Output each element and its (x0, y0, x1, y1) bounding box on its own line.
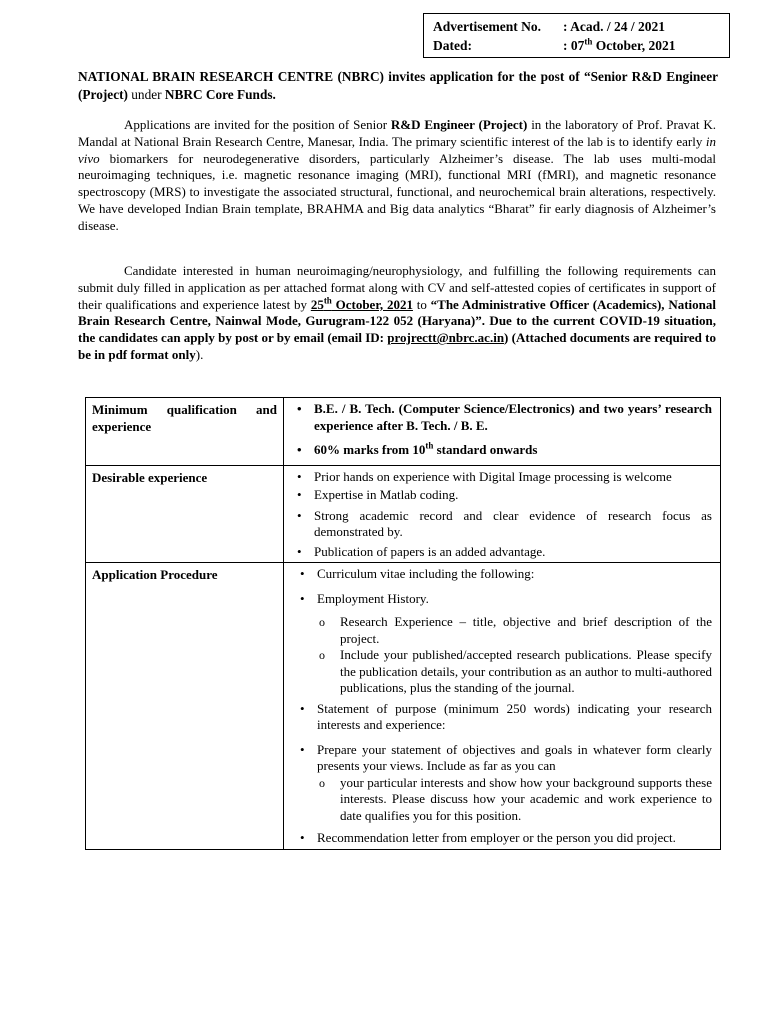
desirable-experience-cell (284, 465, 721, 563)
table-row (86, 398, 721, 466)
advertisement-number-value: : Acad. / 24 / 2021 (563, 19, 666, 34)
list-item: • Employment History. o Research Experience – title, objective and brief description of the project. o Include your published/accepted research publications. Please specify the publication details, your contribution as an author to multi-authored publications, plus the standing of the journal. (317, 591, 712, 697)
list-item: • Strong academic record and clear evidence of research focus as demonstrated by. (314, 508, 712, 541)
list-item: • Recommendation letter from employer or the person you did project. (317, 830, 712, 847)
list-item: • Statement of purpose (minimum 250 words) indicating your research interests and experience: (317, 701, 712, 734)
email-link[interactable]: projrectt@nbrc.ac.in (387, 330, 505, 346)
list-item: • Publication of papers is an added advantage. (314, 544, 712, 561)
list-item: • B.E. / B. Tech. (Computer Science/Electronics) and two years’ research experience after B. Tech. / B. E. (314, 401, 712, 434)
application-procedure-cell (284, 563, 721, 850)
intro-paragraph: Applications are invited for the position of Senior R&D Engineer (Project) in the laboratory of Prof. Pravat K. Mandal at National Brain Research Centre, Manesar, India. The primary scientific interest of the lab is to identify early in vivo biomarkers for neurodegenerative disorders, particularly Alzheimer’s disease. The lab uses multi-modal neuroimaging techniques, i.e. magnetic resonance imaging (MRI), functional MRI (fMRI), and magnetic resonance spectroscopy (MRS) to investigate the associated structural, functional, and neurochemical brain alterations, respectively. We have developed Indian Brain template, BRAHMA and Big data analytics “Bharat” fir early diagnosis of Alzheimer’s disease. (78, 117, 716, 233)
page-title: NATIONAL BRAIN RESEARCH CENTRE (NBRC) invites application for the post of “Senior R&D Engineer (Project) under NBRC Core Funds. (78, 69, 718, 102)
advertisement-number-label: Advertisement No. (433, 19, 541, 34)
table-row (86, 465, 721, 563)
list-item: • Expertise in Matlab coding. (314, 487, 712, 504)
advertisement-date-value: : 07th October, 2021 (563, 36, 676, 53)
deadline-date: 25th October, 2021 (310, 295, 413, 312)
minimum-qualification-cell (284, 398, 721, 466)
row-label-minimum-qualification: Minimum qualification and experience (86, 398, 284, 466)
list-item: o Include your published/accepted research publications. Please specify the publication details, your contribution as an author to multi-authored publications, plus the standing of the journal. (340, 647, 712, 697)
list-item: • Curriculum vitae including the following: (317, 566, 712, 583)
application-instructions-paragraph: Candidate interested in human neuroimaging/neurophysiology, and fulfilling the following requirements can submit duly filled in application as per attached format along with CV and self-attested copies of certificates in support of their qualifications and experience latest by 25th October, 2021 to “The Administrative Officer (Academics), National Brain Research Centre, Nainwal Mode, Gurugram-122 052 (Haryana)”. Due to the current COVID-19 situation, the candidates can apply by post or by email (email ID: projrectt@nbrc.ac.in) (Attached documents are required to be in pdf format only). (78, 263, 716, 362)
advertisement-box (423, 13, 730, 58)
table-row (86, 563, 721, 850)
list-item: • 60% marks from 10th standard onwards (314, 442, 712, 459)
list-item: o Research Experience – title, objective and brief description of the project. (340, 614, 712, 647)
advertisement-number-row (433, 17, 729, 36)
row-label-application-procedure: Application Procedure (86, 563, 284, 850)
requirements-table (85, 397, 721, 850)
list-item: o your particular interests and show how your background supports these interests. Please discuss how your academic and work experience to date qualifies you for this position. (340, 775, 712, 825)
advertisement-date-row (433, 36, 729, 55)
advertisement-date-label: Dated: (433, 38, 472, 53)
row-label-desirable-experience: Desirable experience (86, 465, 284, 563)
list-item: • Prepare your statement of objectives and goals in whatever form clearly presents your views. Include as far as you can o your particular interests and show how your background supports these interests. Please discuss how your academic and work experience to date qualifies you for this position. (317, 742, 712, 825)
list-item: • Prior hands on experience with Digital Image processing is welcome (314, 469, 712, 486)
